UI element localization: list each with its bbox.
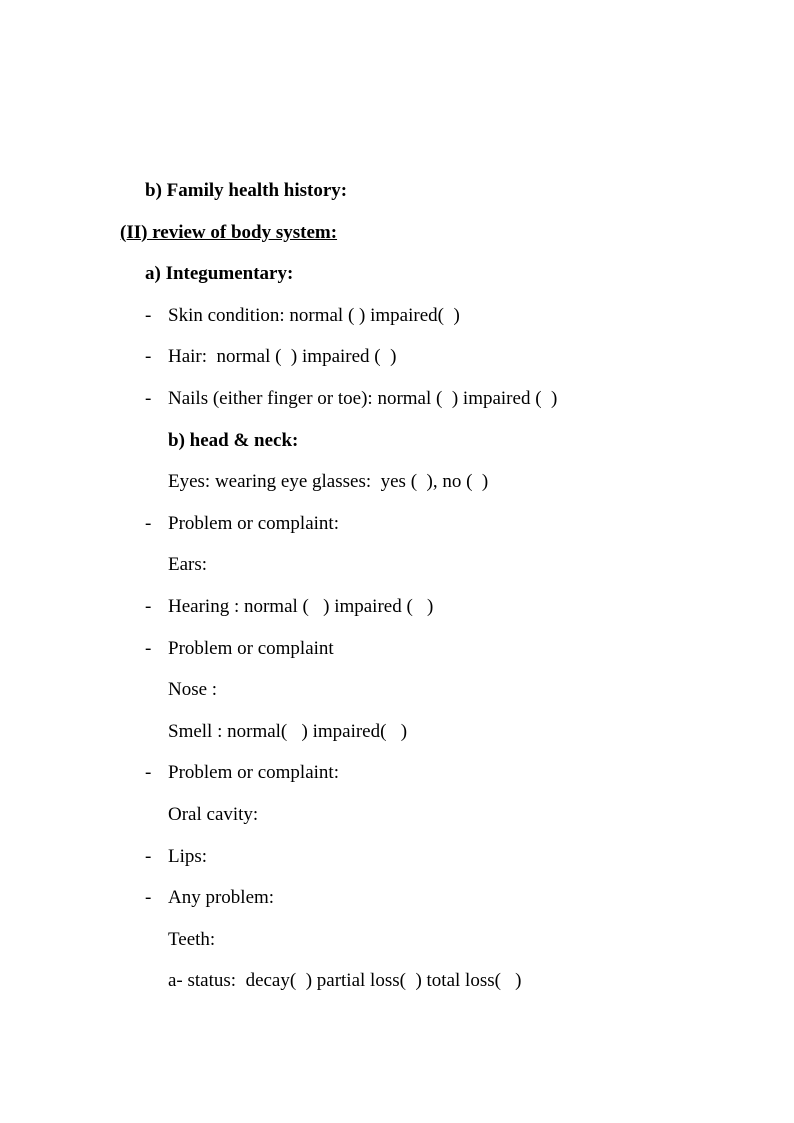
bullet-dash: - — [145, 304, 152, 326]
line-text: b) Family health history: — [145, 180, 348, 201]
form-line — [0, 847, 794, 889]
form-line — [0, 763, 794, 805]
line-text: a) Integumentary: — [145, 263, 294, 285]
bullet-dash: - — [145, 762, 152, 784]
form-line — [0, 514, 794, 556]
line-text: Problem or complaint — [168, 637, 334, 659]
bullet-dash: - — [145, 887, 152, 909]
form-line — [0, 888, 794, 930]
line-text: Hair: normal ( ) impaired ( ) — [168, 346, 397, 368]
form-line — [0, 805, 794, 847]
heading-line — [0, 264, 794, 306]
line-text: Problem or complaint: — [168, 512, 339, 534]
line-text: Eyes: wearing eye glasses: yes ( ), no ( ) — [168, 471, 489, 493]
line-text: Lips: — [168, 845, 208, 867]
bullet-dash: - — [145, 595, 152, 617]
line-text: Nose : — [168, 679, 218, 701]
form-line — [0, 306, 794, 348]
line-text: (II) review of body system: — [120, 221, 338, 243]
bullet-dash: - — [145, 637, 152, 659]
form-line — [0, 680, 794, 722]
form-line — [0, 639, 794, 681]
form-line — [0, 389, 794, 431]
line-text: a- status: decay( ) partial loss( ) total loss( ) — [168, 970, 522, 992]
line-text: b) head & neck: — [168, 429, 299, 451]
line-text: Nails (either finger or toe): normal ( ) impaired ( ) — [168, 387, 558, 409]
bullet-dash: - — [145, 512, 152, 534]
line-text: Smell : normal( ) impaired( ) — [168, 720, 408, 742]
line-text: Skin condition: normal ( ) impaired( ) — [168, 304, 460, 326]
line-text: Hearing : normal ( ) impaired ( ) — [168, 595, 434, 617]
form-line — [0, 347, 794, 389]
heading-line — [0, 223, 794, 265]
line-text: Ears: — [168, 554, 208, 576]
bullet-dash: - — [145, 346, 152, 368]
heading-line — [0, 181, 794, 223]
line-text: Teeth: — [168, 928, 216, 950]
form-line — [0, 597, 794, 639]
form-line — [0, 930, 794, 972]
form-line — [0, 722, 794, 764]
form-line — [0, 971, 794, 1013]
line-text: Problem or complaint: — [168, 762, 339, 784]
document-page — [0, 181, 794, 1013]
bullet-dash: - — [145, 845, 152, 867]
line-text: Oral cavity: — [168, 803, 259, 825]
bullet-dash: - — [145, 387, 152, 409]
line-text: Any problem: — [168, 887, 275, 909]
form-line — [0, 555, 794, 597]
heading-line — [0, 431, 794, 473]
form-line — [0, 472, 794, 514]
